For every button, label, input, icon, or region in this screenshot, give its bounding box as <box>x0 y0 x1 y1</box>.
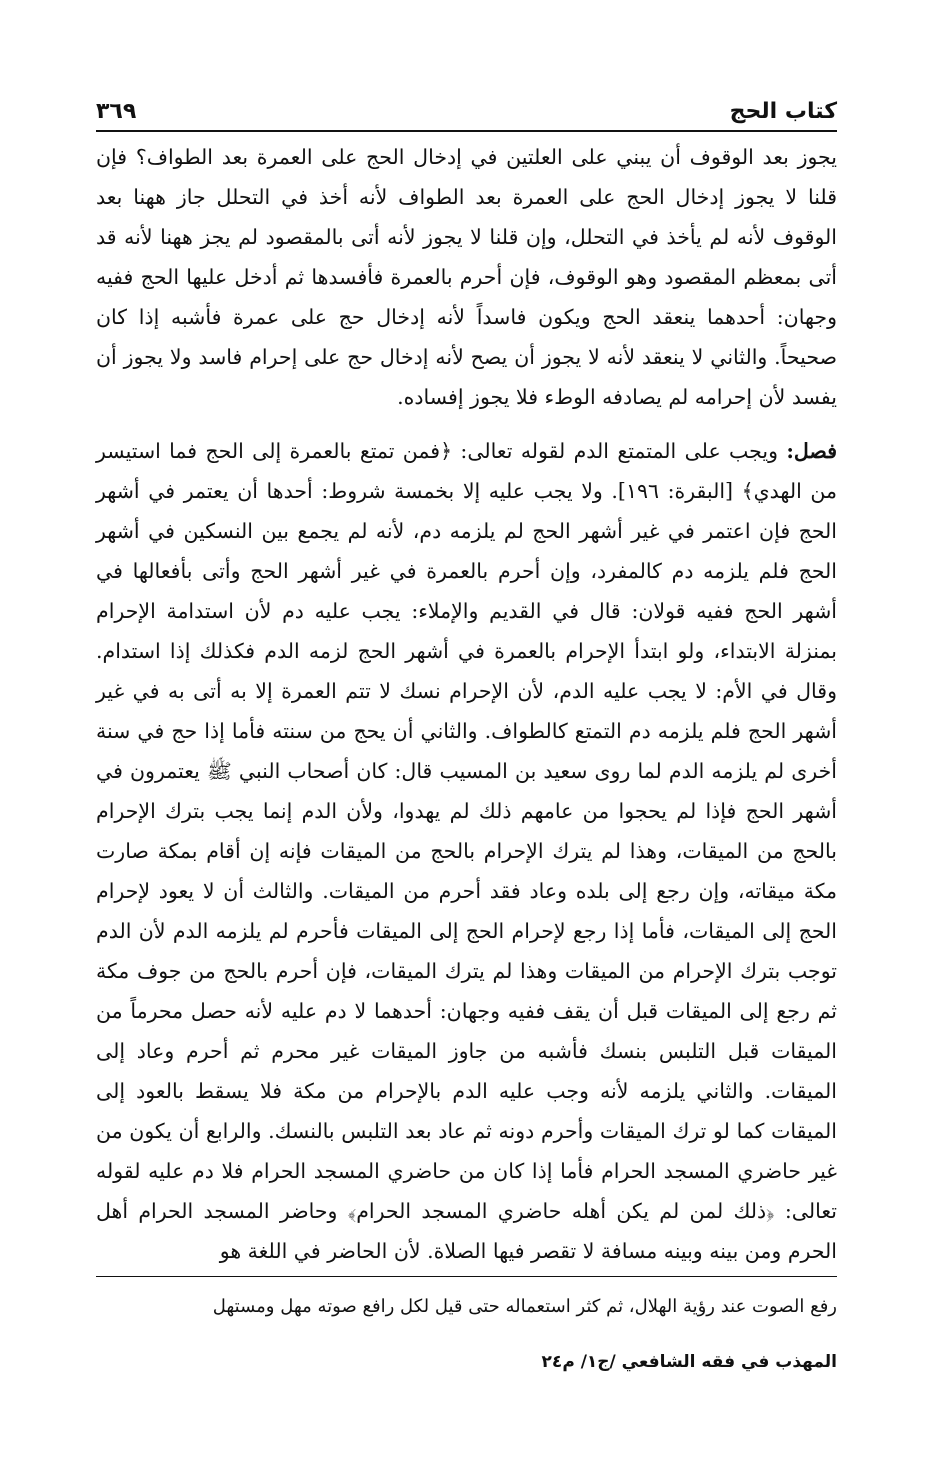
main-text <box>96 137 837 1271</box>
page-header <box>96 84 837 124</box>
page-number: ٣٦٩ <box>96 99 137 124</box>
footer-signature: المهذب في فقه الشافعي /ج١/ م٢٤ <box>541 1352 837 1372</box>
section-label: فصل: <box>786 439 837 463</box>
paragraph-1: يجوز بعد الوقوف أن يبني على العلتين في إدخال الحج على العمرة بعد الطواف؟ فإن قلنا لا يجوز إدخال الحج على العمرة بعد الطواف لأنه أخذ في التحلل جاز ههنا بعد الوقوف لأنه لم يأخذ في التحلل، وإن قلنا لا يجوز لأنه أتى بالمقصود لم يجز ههنا لأنه قد أتى بمعظم المقصود وهو الوقوف، فإن أحرم بالعمرة فأفسدها ثم أدخل عليها الحج ففيه وجهان: أحدهما ينعقد الحج ويكون فاسداً لأنه إدخال حج على عمرة فأشبه إذا كان صحيحاً. والثاني لا ينعقد لأنه لا يجوز أن يصح لأنه إدخال حج على إحرام فاسد ولا يجوز أن يفسد لأن إحرامه لم يصادفه الوطء فلا يجوز إفساده. <box>96 145 837 409</box>
paragraph-2-text: ويجب على المتمتع الدم لقوله تعالى: ﴿فمن تمتع بالعمرة إلى الحج فما استيسر من الهدي﴾ [البقرة: ١٩٦]. ولا يجب عليه إلا بخمسة شروط: أحدها أن يعتمر في أشهر الحج فإن اعتمر في غير أشهر الحج لم يلزمه دم، لأنه لم يجمع بين النسكين في أشهر الحج فلم يلزمه دم كالمفرد، وإن أحرم بالعمرة في غير أشهر الحج وأتى بأفعالها في أشهر الحج ففيه قولان: قال في القديم والإملاء: يجب عليه دم لأن استدامة الإحرام بمنزلة الابتداء، ولو ابتدأ الإحرام بالعمرة في أشهر الحج لزمه الدم فكذلك إذا استدام. وقال في الأم: لا يجب عليه الدم، لأن الإحرام نسك لا تتم العمرة إلا به أتى به في غير أشهر الحج فلم يلزمه دم التمتع كالطواف. والثاني أن يحج من سنته فأما إذا حج في سنة أخرى لم يلزمه الدم لما روى سعيد بن المسيب قال: كان أصحاب النبي ﷺ يعتمرون في أشهر الحج فإذا لم يحجوا من عامهم ذلك لم يهدوا، ولأن الدم إنما يجب بترك الإحرام بالحج من الميقات، وهذا لم يترك الإحرام بالحج من الميقات فإنه إن أقام بمكة صارت مكة ميقاته، وإن رجع إلى بلده وعاد فقد أحرم من الميقات. والثالث أن لا يعود لإحرام الحج إلى الميقات، فأما إذا رجع لإحرام الحج إلى الميقات فأحرم لم يلزمه الدم لأن الدم توجب بترك الإحرام من الميقات وهذا لم يترك الميقات، فإن أحرم بالحج من جوف مكة ثم رجع إلى الميقات قبل أن يقف ففيه وجهان: أحدهما لا دم عليه لأنه حصل محرماً من الميقات قبل التلبس بنسك فأشبه من جاوز الميقات غير محرم ثم أحرم وعاد إلى الميقات. والثاني يلزمه لأنه وجب عليه الدم بالإحرام من مكة فلا يسقط بالعود إلى الميقات كما لو ترك الميقات وأحرم دونه ثم عاد بعد التلبس بالنسك. والرابع أن يكون من غير حاضري المسجد الحرام فأما إذا كان من حاضري المسجد الحرام فلا دم عليه لقوله تعالى: ﴿ذلك لمن لم يكن أهله حاضري المسجد الحرام﴾ وحاضر المسجد الحرام أهل الحرم ومن بينه وبينه مسافة لا تقصر فيها الصلاة. لأن الحاضر في اللغة هو <box>96 439 837 1263</box>
running-title: كتاب الحج <box>729 99 837 124</box>
footnote-rule <box>96 1276 837 1277</box>
footnote: رفع الصوت عند رؤية الهلال، ثم كثر استعماله حتى قيل لكل رافع صوته مهل ومستهل <box>212 1296 837 1317</box>
header-rule <box>96 130 837 132</box>
paragraph-2 <box>96 431 837 1271</box>
